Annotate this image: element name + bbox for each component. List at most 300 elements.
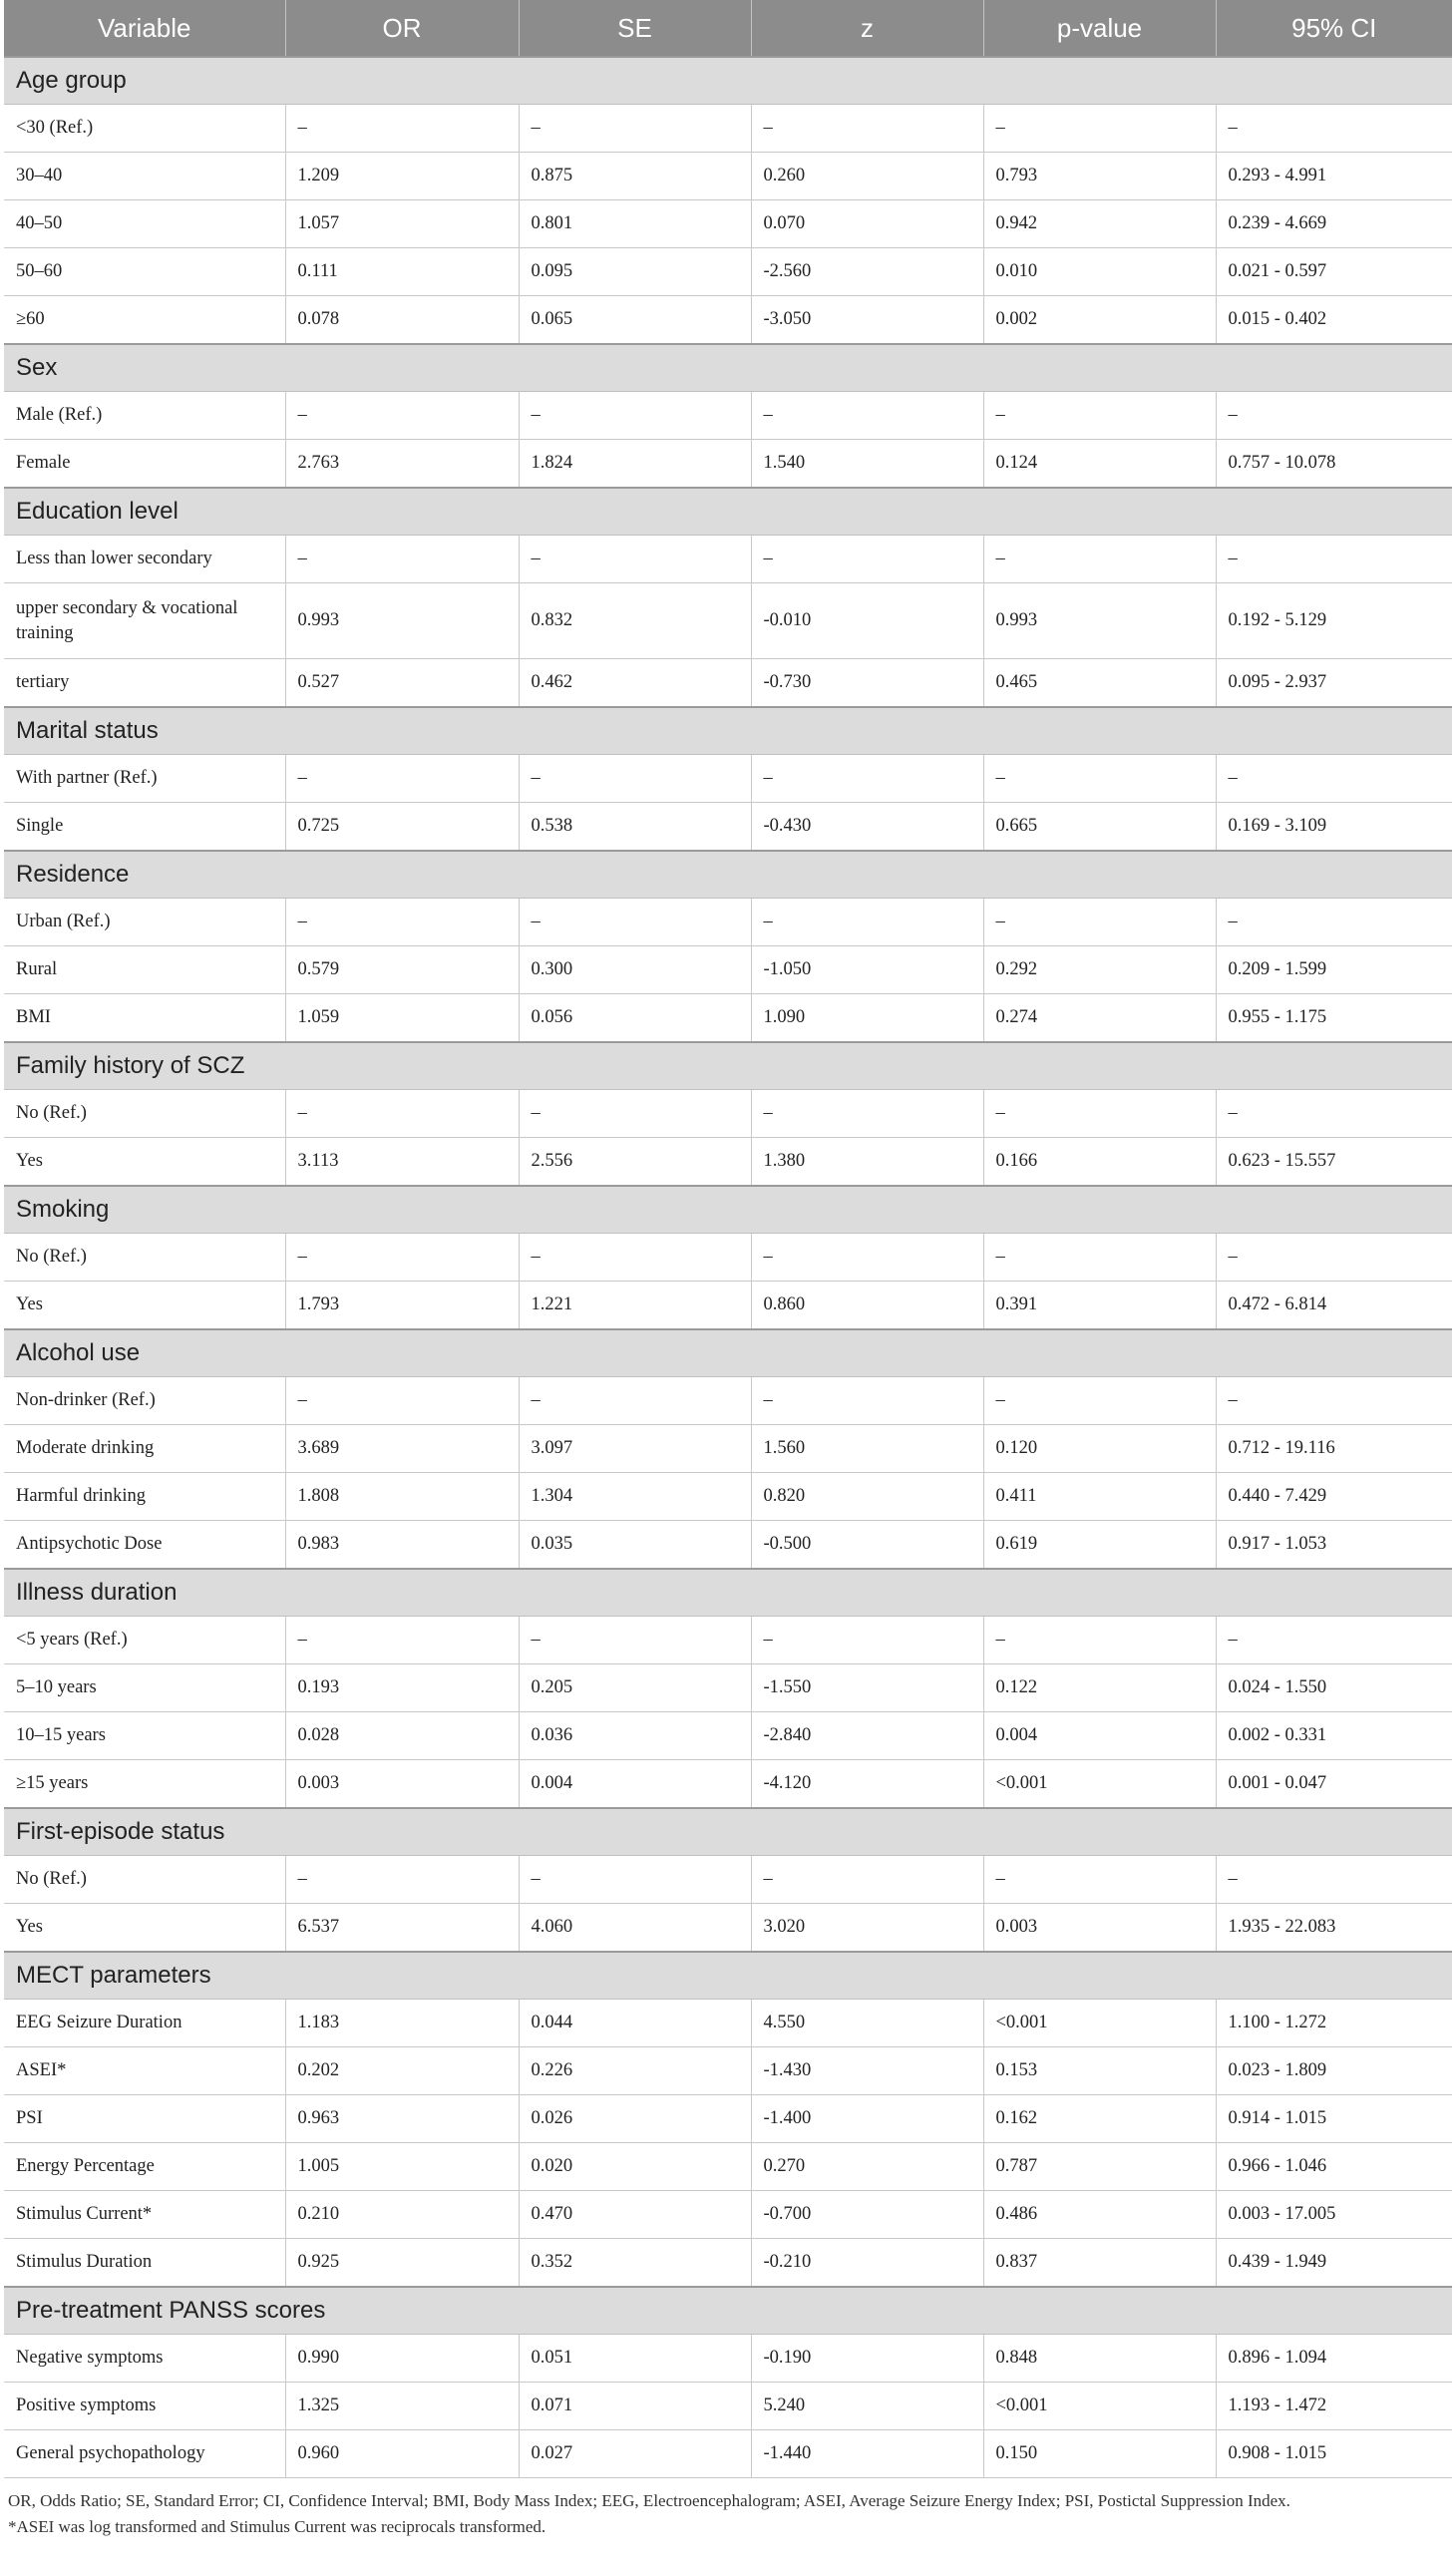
table-row xyxy=(4,2239,1452,2288)
cell-variable: <30 (Ref.) xyxy=(4,105,285,153)
cell-z: – xyxy=(751,1090,983,1138)
cell-ci: 1.193 - 1.472 xyxy=(1216,2383,1452,2430)
cell-se: – xyxy=(519,1617,751,1664)
cell-se: 0.095 xyxy=(519,248,751,296)
cell-variable: EEG Seizure Duration xyxy=(4,2000,285,2047)
cell-p-value: – xyxy=(983,1856,1216,1904)
table-row xyxy=(4,1138,1452,1187)
cell-ci: 0.623 - 15.557 xyxy=(1216,1138,1452,1187)
cell-variable: ASEI* xyxy=(4,2047,285,2095)
cell-z: -2.840 xyxy=(751,1712,983,1760)
cell-se: – xyxy=(519,755,751,803)
cell-se: – xyxy=(519,1234,751,1282)
header-variable: Variable xyxy=(4,0,285,57)
table-row xyxy=(4,1282,1452,1330)
header-ci: 95% CI xyxy=(1216,0,1452,57)
cell-z: 1.090 xyxy=(751,994,983,1043)
table-row xyxy=(4,994,1452,1043)
cell-or: 1.209 xyxy=(285,153,519,200)
table-body xyxy=(4,57,1452,2478)
cell-ci: 0.966 - 1.046 xyxy=(1216,2143,1452,2191)
cell-se: 0.300 xyxy=(519,946,751,994)
cell-se: 3.097 xyxy=(519,1425,751,1473)
cell-se: 0.226 xyxy=(519,2047,751,2095)
cell-or: 0.193 xyxy=(285,1664,519,1712)
cell-p-value: – xyxy=(983,1234,1216,1282)
cell-p-value: 0.837 xyxy=(983,2239,1216,2288)
cell-or: 3.689 xyxy=(285,1425,519,1473)
cell-or: 0.983 xyxy=(285,1521,519,1570)
section-title: Marital status xyxy=(4,707,1452,755)
cell-se: – xyxy=(519,105,751,153)
cell-variable: BMI xyxy=(4,994,285,1043)
cell-p-value: 0.993 xyxy=(983,583,1216,659)
cell-ci: 0.192 - 5.129 xyxy=(1216,583,1452,659)
cell-z: -1.400 xyxy=(751,2095,983,2143)
cell-z: -1.440 xyxy=(751,2430,983,2478)
cell-or: – xyxy=(285,1617,519,1664)
table-row xyxy=(4,1090,1452,1138)
table-row xyxy=(4,946,1452,994)
cell-variable: Antipsychotic Dose xyxy=(4,1521,285,1570)
header-or: OR xyxy=(285,0,519,57)
cell-se: – xyxy=(519,1090,751,1138)
cell-p-value: 0.411 xyxy=(983,1473,1216,1521)
section-title: Family history of SCZ xyxy=(4,1042,1452,1090)
cell-or: 0.202 xyxy=(285,2047,519,2095)
cell-ci: 0.015 - 0.402 xyxy=(1216,296,1452,345)
cell-variable: 10–15 years xyxy=(4,1712,285,1760)
cell-variable: Harmful drinking xyxy=(4,1473,285,1521)
cell-ci: 0.002 - 0.331 xyxy=(1216,1712,1452,1760)
cell-se: – xyxy=(519,536,751,583)
cell-p-value: 0.787 xyxy=(983,2143,1216,2191)
cell-ci: 0.440 - 7.429 xyxy=(1216,1473,1452,1521)
cell-p-value: <0.001 xyxy=(983,1760,1216,1809)
cell-ci: – xyxy=(1216,899,1452,946)
cell-or: 0.990 xyxy=(285,2335,519,2383)
cell-ci: 0.209 - 1.599 xyxy=(1216,946,1452,994)
cell-or: – xyxy=(285,1377,519,1425)
cell-p-value: 0.124 xyxy=(983,440,1216,489)
section-title: Pre-treatment PANSS scores xyxy=(4,2287,1452,2335)
cell-ci: 0.021 - 0.597 xyxy=(1216,248,1452,296)
header-se: SE xyxy=(519,0,751,57)
section-header-row xyxy=(4,1186,1452,1234)
cell-or: 0.579 xyxy=(285,946,519,994)
cell-z: -2.560 xyxy=(751,248,983,296)
cell-ci: – xyxy=(1216,1234,1452,1282)
section-title: Age group xyxy=(4,57,1452,105)
table-row xyxy=(4,153,1452,200)
cell-ci: 0.908 - 1.015 xyxy=(1216,2430,1452,2478)
cell-z: – xyxy=(751,755,983,803)
cell-z: – xyxy=(751,536,983,583)
cell-se: – xyxy=(519,1377,751,1425)
cell-p-value: 0.122 xyxy=(983,1664,1216,1712)
cell-variable: ≥60 xyxy=(4,296,285,345)
cell-ci: 1.935 - 22.083 xyxy=(1216,1904,1452,1953)
cell-or: 1.005 xyxy=(285,2143,519,2191)
cell-variable: Less than lower secondary xyxy=(4,536,285,583)
cell-variable: Yes xyxy=(4,1904,285,1953)
section-title: Smoking xyxy=(4,1186,1452,1234)
cell-z: -0.500 xyxy=(751,1521,983,1570)
table-row xyxy=(4,2383,1452,2430)
cell-p-value: – xyxy=(983,536,1216,583)
cell-or: 1.325 xyxy=(285,2383,519,2430)
cell-p-value: 0.150 xyxy=(983,2430,1216,2478)
cell-se: 0.352 xyxy=(519,2239,751,2288)
section-header-row xyxy=(4,707,1452,755)
header-p-value: p-value xyxy=(983,0,1216,57)
cell-p-value: 0.120 xyxy=(983,1425,1216,1473)
table-row xyxy=(4,105,1452,153)
cell-variable: Stimulus Current* xyxy=(4,2191,285,2239)
cell-ci: 0.293 - 4.991 xyxy=(1216,153,1452,200)
cell-p-value: – xyxy=(983,392,1216,440)
cell-variable: No (Ref.) xyxy=(4,1090,285,1138)
section-header-row xyxy=(4,1808,1452,1856)
cell-ci: – xyxy=(1216,1617,1452,1664)
cell-ci: 1.100 - 1.272 xyxy=(1216,2000,1452,2047)
cell-p-value: – xyxy=(983,1090,1216,1138)
header-z: z xyxy=(751,0,983,57)
table-row xyxy=(4,1377,1452,1425)
cell-or: – xyxy=(285,105,519,153)
cell-variable: General psychopathology xyxy=(4,2430,285,2478)
table-row xyxy=(4,2335,1452,2383)
cell-se: 1.824 xyxy=(519,440,751,489)
cell-or: 1.808 xyxy=(285,1473,519,1521)
table-row xyxy=(4,2000,1452,2047)
section-header-row xyxy=(4,57,1452,105)
table-row xyxy=(4,899,1452,946)
section-header-row xyxy=(4,488,1452,536)
cell-p-value: – xyxy=(983,1617,1216,1664)
cell-ci: 0.001 - 0.047 xyxy=(1216,1760,1452,1809)
cell-or: 0.725 xyxy=(285,803,519,852)
cell-z: -0.210 xyxy=(751,2239,983,2288)
section-title: Alcohol use xyxy=(4,1329,1452,1377)
cell-se: 1.221 xyxy=(519,1282,751,1330)
cell-p-value: 0.793 xyxy=(983,153,1216,200)
cell-or: – xyxy=(285,1856,519,1904)
cell-variable: Energy Percentage xyxy=(4,2143,285,2191)
cell-p-value: 0.486 xyxy=(983,2191,1216,2239)
cell-z: – xyxy=(751,1856,983,1904)
cell-ci: 0.003 - 17.005 xyxy=(1216,2191,1452,2239)
cell-se: 0.801 xyxy=(519,200,751,248)
cell-p-value: <0.001 xyxy=(983,2000,1216,2047)
cell-se: 0.004 xyxy=(519,1760,751,1809)
cell-z: -0.430 xyxy=(751,803,983,852)
cell-z: 3.020 xyxy=(751,1904,983,1953)
cell-variable: Positive symptoms xyxy=(4,2383,285,2430)
cell-p-value: 0.465 xyxy=(983,659,1216,708)
cell-z: -0.190 xyxy=(751,2335,983,2383)
table-row xyxy=(4,1521,1452,1570)
cell-variable: ≥15 years xyxy=(4,1760,285,1809)
cell-ci: 0.239 - 4.669 xyxy=(1216,200,1452,248)
cell-ci: 0.712 - 19.116 xyxy=(1216,1425,1452,1473)
cell-se: 2.556 xyxy=(519,1138,751,1187)
cell-z: – xyxy=(751,1377,983,1425)
cell-variable: upper secondary & vocational training xyxy=(4,583,285,659)
cell-or: 0.210 xyxy=(285,2191,519,2239)
cell-variable: Stimulus Duration xyxy=(4,2239,285,2288)
section-title: Illness duration xyxy=(4,1569,1452,1617)
cell-variable: Urban (Ref.) xyxy=(4,899,285,946)
cell-z: -1.430 xyxy=(751,2047,983,2095)
section-title: First-episode status xyxy=(4,1808,1452,1856)
cell-se: 0.035 xyxy=(519,1521,751,1570)
cell-ci: – xyxy=(1216,105,1452,153)
cell-p-value: 0.619 xyxy=(983,1521,1216,1570)
cell-or: – xyxy=(285,899,519,946)
cell-se: 0.036 xyxy=(519,1712,751,1760)
cell-ci: – xyxy=(1216,755,1452,803)
cell-p-value: – xyxy=(983,755,1216,803)
cell-ci: 0.095 - 2.937 xyxy=(1216,659,1452,708)
cell-se: 0.027 xyxy=(519,2430,751,2478)
table-footnotes xyxy=(8,2488,1456,2540)
cell-p-value: 0.002 xyxy=(983,296,1216,345)
cell-p-value: 0.166 xyxy=(983,1138,1216,1187)
section-header-row xyxy=(4,1569,1452,1617)
cell-variable: With partner (Ref.) xyxy=(4,755,285,803)
table-row xyxy=(4,1473,1452,1521)
cell-z: 0.260 xyxy=(751,153,983,200)
cell-variable: Non-drinker (Ref.) xyxy=(4,1377,285,1425)
cell-variable: PSI xyxy=(4,2095,285,2143)
table-row xyxy=(4,1425,1452,1473)
table-row xyxy=(4,1617,1452,1664)
section-header-row xyxy=(4,344,1452,392)
cell-variable: Female xyxy=(4,440,285,489)
cell-p-value: – xyxy=(983,105,1216,153)
cell-ci: 0.472 - 6.814 xyxy=(1216,1282,1452,1330)
cell-se: 0.470 xyxy=(519,2191,751,2239)
cell-variable: <5 years (Ref.) xyxy=(4,1617,285,1664)
cell-or: 0.078 xyxy=(285,296,519,345)
cell-se: 1.304 xyxy=(519,1473,751,1521)
table-row xyxy=(4,200,1452,248)
section-header-row xyxy=(4,1042,1452,1090)
footnote-transformations: *ASEI was log transformed and Stimulus Current was reciprocals transformed. xyxy=(8,2517,546,2536)
cell-z: -0.730 xyxy=(751,659,983,708)
table-row xyxy=(4,803,1452,852)
cell-ci: – xyxy=(1216,1090,1452,1138)
cell-z: – xyxy=(751,899,983,946)
cell-ci: 0.896 - 1.094 xyxy=(1216,2335,1452,2383)
cell-ci: – xyxy=(1216,1377,1452,1425)
cell-p-value: 0.003 xyxy=(983,1904,1216,1953)
cell-or: – xyxy=(285,1234,519,1282)
cell-se: 0.832 xyxy=(519,583,751,659)
cell-se: 0.051 xyxy=(519,2335,751,2383)
cell-se: 0.462 xyxy=(519,659,751,708)
cell-or: 0.963 xyxy=(285,2095,519,2143)
section-header-row xyxy=(4,1952,1452,2000)
cell-or: – xyxy=(285,755,519,803)
cell-ci: 0.914 - 1.015 xyxy=(1216,2095,1452,2143)
cell-variable: 5–10 years xyxy=(4,1664,285,1712)
cell-variable: Moderate drinking xyxy=(4,1425,285,1473)
section-title: Education level xyxy=(4,488,1452,536)
cell-variable: 30–40 xyxy=(4,153,285,200)
cell-se: 0.056 xyxy=(519,994,751,1043)
cell-or: 6.537 xyxy=(285,1904,519,1953)
cell-or: 0.003 xyxy=(285,1760,519,1809)
cell-p-value: <0.001 xyxy=(983,2383,1216,2430)
cell-z: – xyxy=(751,1234,983,1282)
section-title: Sex xyxy=(4,344,1452,392)
cell-or: 0.028 xyxy=(285,1712,519,1760)
section-title: MECT parameters xyxy=(4,1952,1452,2000)
cell-z: 0.070 xyxy=(751,200,983,248)
cell-se: 0.065 xyxy=(519,296,751,345)
cell-se: 0.044 xyxy=(519,2000,751,2047)
cell-p-value: 0.848 xyxy=(983,2335,1216,2383)
table-row xyxy=(4,1664,1452,1712)
cell-z: 0.820 xyxy=(751,1473,983,1521)
cell-p-value: 0.274 xyxy=(983,994,1216,1043)
table-row xyxy=(4,1904,1452,1953)
table-row xyxy=(4,1234,1452,1282)
cell-variable: Negative symptoms xyxy=(4,2335,285,2383)
cell-ci: 0.917 - 1.053 xyxy=(1216,1521,1452,1570)
cell-or: 0.960 xyxy=(285,2430,519,2478)
cell-variable: No (Ref.) xyxy=(4,1856,285,1904)
section-header-row xyxy=(4,2287,1452,2335)
cell-se: – xyxy=(519,1856,751,1904)
table-header xyxy=(4,0,1452,57)
cell-or: – xyxy=(285,536,519,583)
table-row xyxy=(4,1856,1452,1904)
table-row xyxy=(4,248,1452,296)
cell-z: 1.380 xyxy=(751,1138,983,1187)
cell-z: 0.270 xyxy=(751,2143,983,2191)
cell-se: – xyxy=(519,899,751,946)
table-row xyxy=(4,2430,1452,2478)
table-row xyxy=(4,2191,1452,2239)
cell-p-value: 0.292 xyxy=(983,946,1216,994)
cell-variable: tertiary xyxy=(4,659,285,708)
cell-variable: Male (Ref.) xyxy=(4,392,285,440)
cell-or: – xyxy=(285,1090,519,1138)
cell-se: – xyxy=(519,392,751,440)
regression-table xyxy=(4,0,1452,2478)
cell-z: 4.550 xyxy=(751,2000,983,2047)
table-row xyxy=(4,2095,1452,2143)
table-row xyxy=(4,755,1452,803)
table-row xyxy=(4,583,1452,659)
table-row xyxy=(4,659,1452,708)
section-header-row xyxy=(4,851,1452,899)
cell-p-value: – xyxy=(983,899,1216,946)
cell-z: 1.540 xyxy=(751,440,983,489)
cell-z: 5.240 xyxy=(751,2383,983,2430)
cell-variable: Rural xyxy=(4,946,285,994)
cell-z: -0.010 xyxy=(751,583,983,659)
table-row xyxy=(4,1760,1452,1809)
cell-p-value: 0.391 xyxy=(983,1282,1216,1330)
cell-se: 0.875 xyxy=(519,153,751,200)
cell-z: – xyxy=(751,1617,983,1664)
cell-or: 0.111 xyxy=(285,248,519,296)
cell-p-value: 0.010 xyxy=(983,248,1216,296)
cell-variable: 40–50 xyxy=(4,200,285,248)
table-row xyxy=(4,392,1452,440)
cell-or: – xyxy=(285,392,519,440)
cell-variable: Single xyxy=(4,803,285,852)
cell-se: 0.538 xyxy=(519,803,751,852)
cell-or: 3.113 xyxy=(285,1138,519,1187)
cell-ci: 0.169 - 3.109 xyxy=(1216,803,1452,852)
cell-or: 1.057 xyxy=(285,200,519,248)
table-row xyxy=(4,2143,1452,2191)
cell-p-value: – xyxy=(983,1377,1216,1425)
cell-or: 0.527 xyxy=(285,659,519,708)
cell-or: 1.059 xyxy=(285,994,519,1043)
cell-se: 0.071 xyxy=(519,2383,751,2430)
table-row xyxy=(4,440,1452,489)
cell-z: -1.050 xyxy=(751,946,983,994)
cell-p-value: 0.665 xyxy=(983,803,1216,852)
cell-ci: 0.439 - 1.949 xyxy=(1216,2239,1452,2288)
cell-variable: 50–60 xyxy=(4,248,285,296)
section-header-row xyxy=(4,1329,1452,1377)
cell-se: 0.020 xyxy=(519,2143,751,2191)
cell-z: -1.550 xyxy=(751,1664,983,1712)
cell-ci: 0.757 - 10.078 xyxy=(1216,440,1452,489)
table-row xyxy=(4,1712,1452,1760)
cell-p-value: 0.153 xyxy=(983,2047,1216,2095)
cell-ci: 0.023 - 1.809 xyxy=(1216,2047,1452,2095)
cell-p-value: 0.942 xyxy=(983,200,1216,248)
table-row xyxy=(4,296,1452,345)
cell-ci: 0.955 - 1.175 xyxy=(1216,994,1452,1043)
cell-or: 0.925 xyxy=(285,2239,519,2288)
cell-z: – xyxy=(751,392,983,440)
cell-or: 1.793 xyxy=(285,1282,519,1330)
cell-se: 4.060 xyxy=(519,1904,751,1953)
footnote-abbreviations: OR, Odds Ratio; SE, Standard Error; CI, Confidence Interval; BMI, Body Mass Index; EEG, Electroencephalogram; ASEI, Average Seizure Energy Index; PSI, Postictal Suppression Index. xyxy=(8,2491,1290,2510)
table-row xyxy=(4,536,1452,583)
cell-z: -4.120 xyxy=(751,1760,983,1809)
cell-or: 1.183 xyxy=(285,2000,519,2047)
cell-variable: Yes xyxy=(4,1282,285,1330)
table-row xyxy=(4,2047,1452,2095)
cell-se: 0.026 xyxy=(519,2095,751,2143)
cell-variable: No (Ref.) xyxy=(4,1234,285,1282)
cell-variable: Yes xyxy=(4,1138,285,1187)
section-title: Residence xyxy=(4,851,1452,899)
cell-z: -0.700 xyxy=(751,2191,983,2239)
cell-or: 0.993 xyxy=(285,583,519,659)
cell-z: – xyxy=(751,105,983,153)
cell-z: 1.560 xyxy=(751,1425,983,1473)
cell-z: 0.860 xyxy=(751,1282,983,1330)
cell-z: -3.050 xyxy=(751,296,983,345)
cell-ci: – xyxy=(1216,1856,1452,1904)
cell-or: 2.763 xyxy=(285,440,519,489)
cell-p-value: 0.162 xyxy=(983,2095,1216,2143)
cell-ci: 0.024 - 1.550 xyxy=(1216,1664,1452,1712)
cell-p-value: 0.004 xyxy=(983,1712,1216,1760)
cell-se: 0.205 xyxy=(519,1664,751,1712)
